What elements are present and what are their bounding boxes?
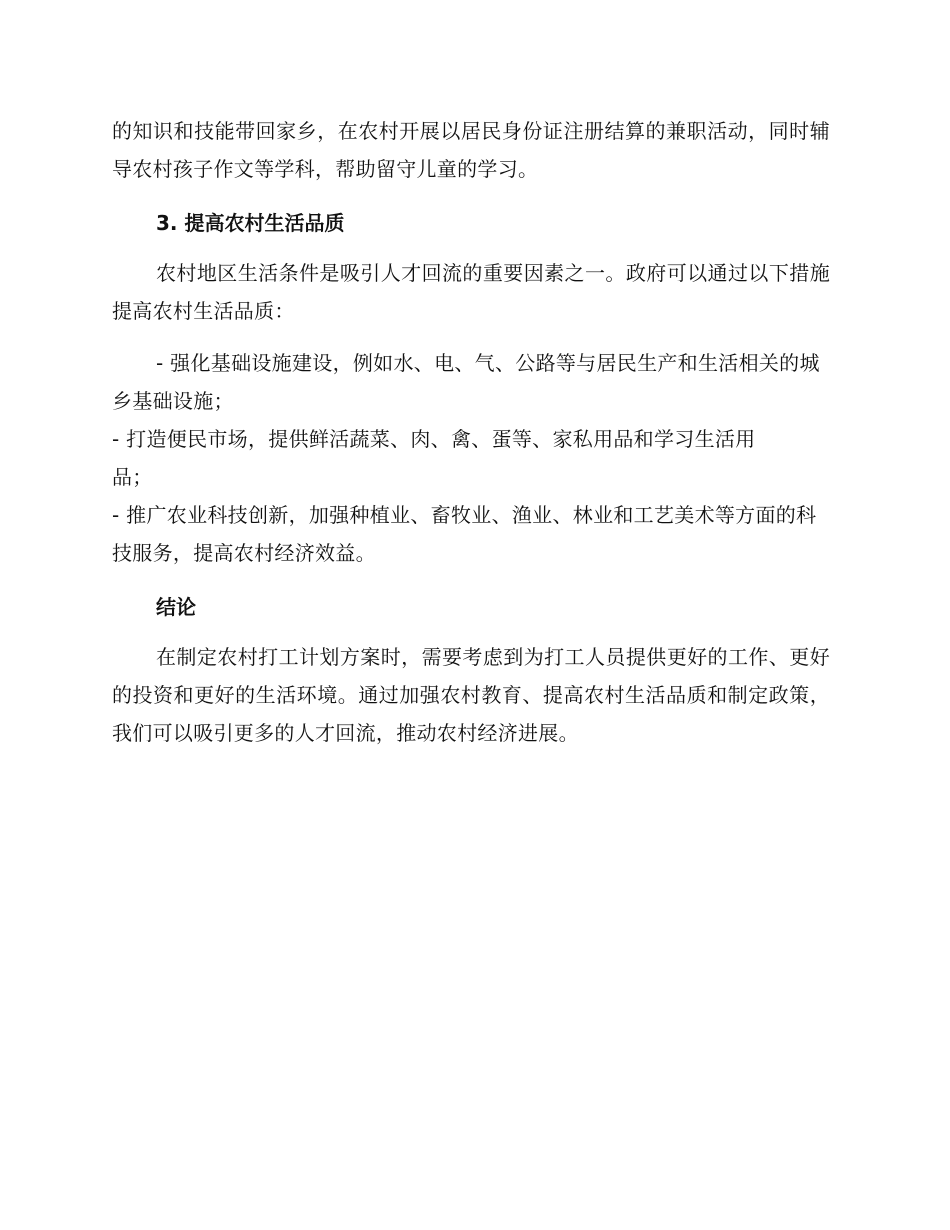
measures-list bbox=[112, 344, 830, 572]
document-body bbox=[112, 112, 830, 752]
conclusion-heading: 结论 bbox=[156, 595, 196, 619]
section-intro-paragraph: 农村地区生活条件是吸引人才回流的重要因素之一。政府可以通过以下措施提高农村生活品质： bbox=[112, 261, 830, 323]
measure-item-technology: - 推广农业科技创新，加强种植业、畜牧业、渔业、林业和工艺美术等方面的科技服务，提高农村经济效益。 bbox=[112, 503, 817, 565]
measure-item-infrastructure: - 强化基础设施建设，例如水、电、气、公路等与居民生产和生活相关的城乡基础设施； bbox=[112, 351, 820, 413]
continued-paragraph: 的知识和技能带回家乡，在农村开展以居民身份证注册结算的兼职活动，同时辅导农村孩子作文等学科，帮助留守儿童的学习。 bbox=[112, 119, 830, 181]
conclusion-paragraph: 在制定农村打工计划方案时，需要考虑到为打工人员提供更好的工作、更好的投资和更好的生活环境。通过加强农村教育、提高农村生活品质和制定政策，我们可以吸引更多的人才回流，推动农村经济进展。 bbox=[112, 645, 830, 745]
section-heading-quality-of-life: 3. 提高农村生活品质 bbox=[156, 211, 345, 235]
measure-item-market: - 打造便民市场，提供鲜活蔬菜、肉、禽、蛋等、家私用品和学习生活用品； bbox=[112, 427, 756, 489]
